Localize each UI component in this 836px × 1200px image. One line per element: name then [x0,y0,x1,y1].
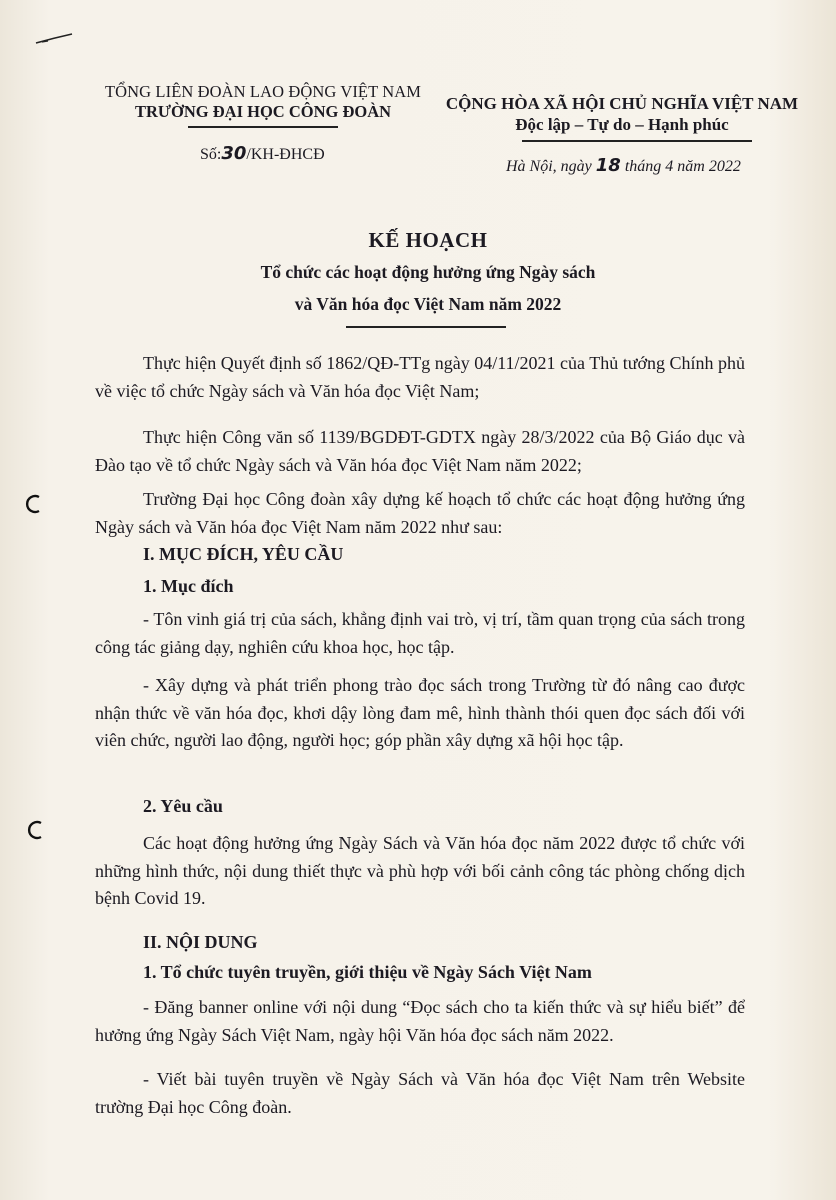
punch-hole [24,494,44,514]
handwritten-number: 30 [221,143,247,164]
punch-hole [26,820,46,840]
subsection-heading-requirements: 2. Yêu cầu [143,796,223,816]
nation-name: CỘNG HÒA XÃ HỘI CHỦ NGHĨA VIỆT NAM [445,94,799,113]
org-parent: TỔNG LIÊN ĐOÀN LAO ĐỘNG VIỆT NAM [104,82,422,101]
national-motto-block [432,94,812,142]
section-heading-2: II. NỘI DUNG [143,932,258,952]
paragraph-basis-2: Thực hiện Công văn số 1139/BGDĐT-GDTX ngày 28/3/2022 của Bộ Giáo dục và Đào tạo về tổ chức Ngày sách và Văn hóa đọc Việt Nam năm 2022; [95,427,745,475]
divider [188,126,338,128]
paragraph-purpose-1: - Tôn vinh giá trị của sách, khẳng định vai trò, vị trí, tầm quan trọng của sách trong công tác giảng dạy, nghiên cứu khoa học, học tập. [95,609,745,657]
paragraph-purpose-2: - Xây dựng và phát triển phong trào đọc sách trong Trường từ đó nâng cao được nhận thức về văn hóa đọc, khơi dậy lòng đam mê, hình thành thói quen đọc sách đối với viên chức, người lao động, người học; góp phần xây dựng xã hội học tập. [95,675,745,750]
section-heading-1: I. MỤC ĐÍCH, YÊU CẦU [143,544,344,564]
issue-date: Hà Nội, ngày 18 tháng 4 năm 2022 [506,155,741,176]
handwritten-day: 18 [595,155,621,176]
divider [522,140,752,142]
paragraph-banner: - Đăng banner online với nội dung “Đọc sách cho ta kiến thức và sự hiểu biết” để hưởng ứng Ngày Sách Việt Nam, ngày hội Văn hóa đọc sách năm 2022. [95,997,745,1045]
document-title: KẾ HOẠCH [368,228,488,252]
paragraph-website: - Viết bài tuyên truyền về Ngày Sách và Văn hóa đọc Việt Nam trên Website trường Đại học Công đoàn. [95,1069,745,1117]
title-divider [346,326,506,328]
doc-number: Số:30/KH-ĐHCĐ [200,143,325,164]
document-subtitle-2: và Văn hóa đọc Việt Nam năm 2022 [294,294,562,314]
issuer-block [88,82,438,128]
paragraph-requirements: Các hoạt động hưởng ứng Ngày Sách và Văn hóa đọc năm 2022 được tổ chức với những hình thức, nội dung thiết thực và phù hợp với bối cảnh công tác phòng chống dịch bệnh Covid 19. [95,833,745,908]
motto: Độc lập – Tự do – Hạnh phúc [515,115,729,134]
org-name: TRƯỜNG ĐẠI HỌC CÔNG ĐOÀN [134,102,392,121]
document-subtitle-1: Tổ chức các hoạt động hưởng ứng Ngày sách [260,262,596,282]
subsection-heading-propaganda: 1. Tổ chức tuyên truyền, giới thiệu về Ngày Sách Việt Nam [143,962,592,982]
paragraph-basis-1: Thực hiện Quyết định số 1862/QĐ-TTg ngày 04/11/2021 của Thủ tướng Chính phủ về việc tổ chức Ngày sách và Văn hóa đọc Việt Nam; [95,353,745,401]
subsection-heading-purpose: 1. Mục đích [143,576,234,596]
paragraph-intro: Trường Đại học Công đoàn xây dựng kế hoạch tổ chức các hoạt động hưởng ứng Ngày sách và Văn hóa đọc Việt Nam năm 2022 như sau: [95,489,745,537]
pen-mark [34,32,74,46]
